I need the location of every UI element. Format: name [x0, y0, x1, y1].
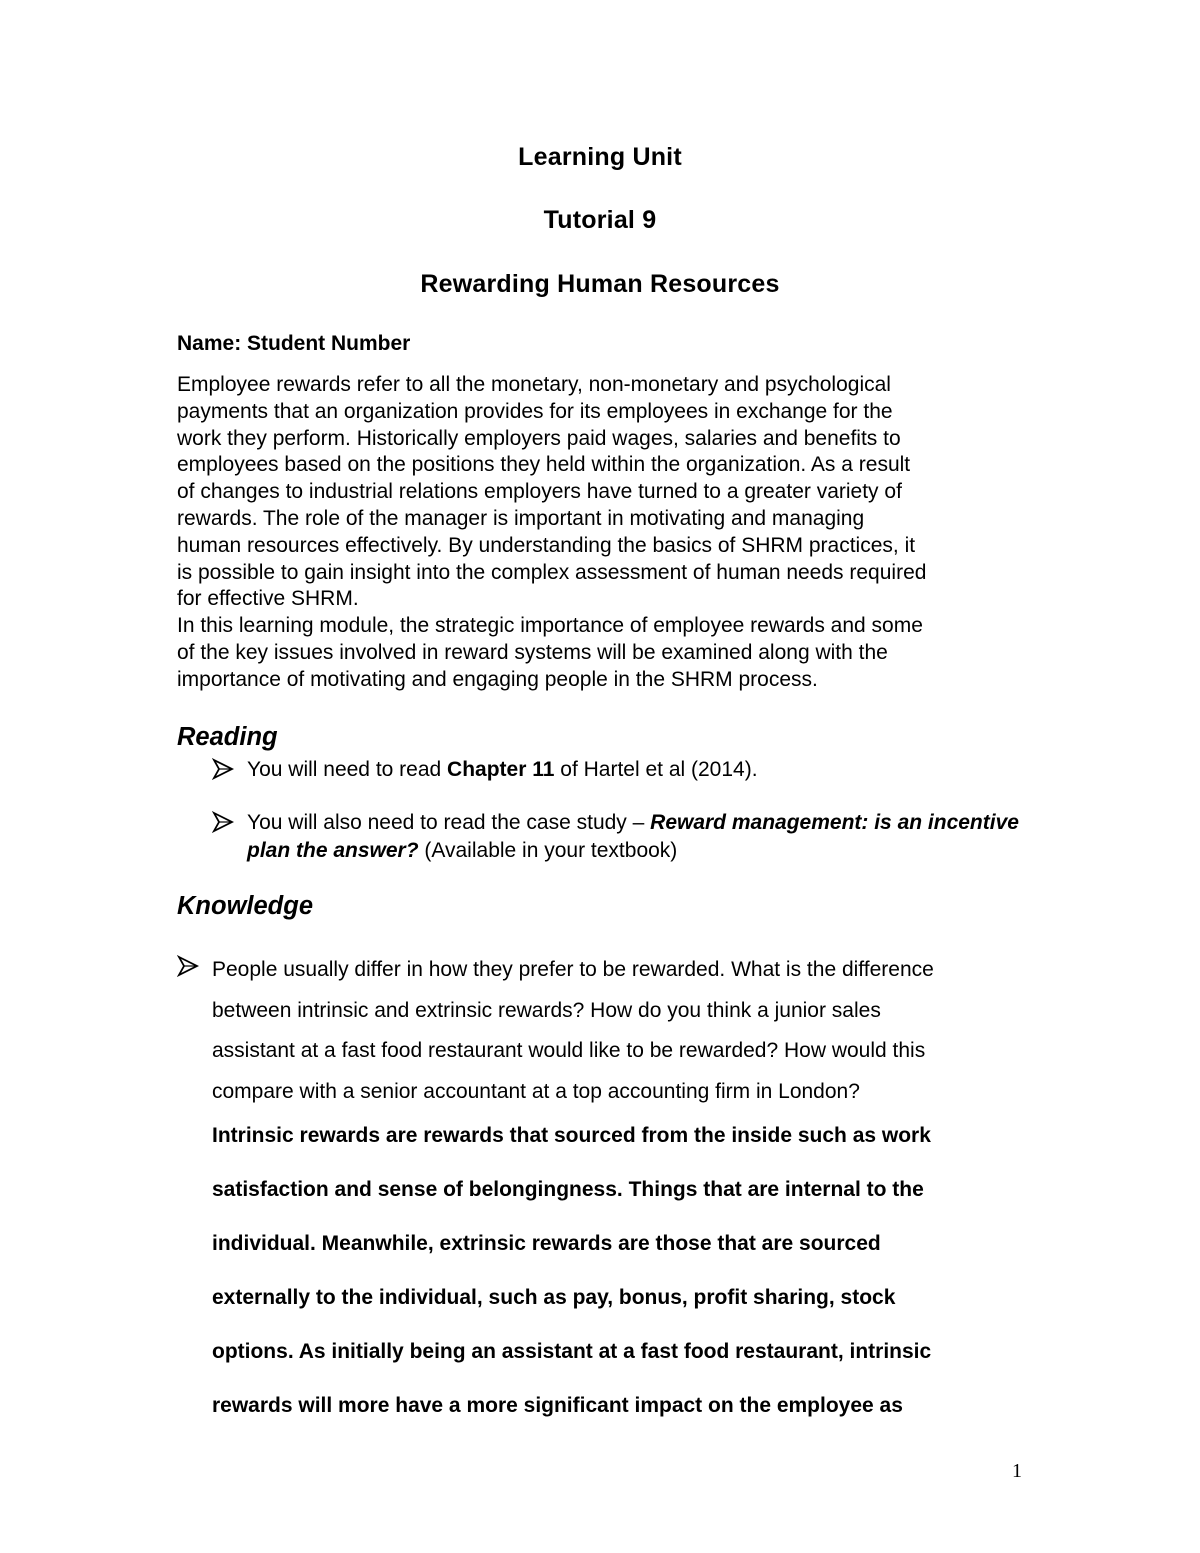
document-subtitle: Rewarding Human Resources: [420, 270, 780, 298]
case-study-title: Reward management: is an incentive plan the answer?: [247, 811, 1019, 862]
document-title: Learning Unit: [518, 143, 682, 171]
question-line: compare with a senior accountant at a top accounting firm in London?: [212, 1079, 860, 1103]
knowledge-answer: [212, 1109, 1072, 1433]
page-number: 1: [1012, 1460, 1022, 1482]
reading-item-chapter: [247, 756, 758, 784]
answer-line: satisfaction and sense of belongingness. Things that are internal to the: [212, 1178, 924, 1201]
answer-line: rewards will more have a more significant impact on the employee as: [212, 1394, 903, 1417]
intro-line: is possible to gain insight into the complex assessment of human needs required: [177, 560, 927, 584]
intro-line: of the key issues involved in reward systems will be examined along with the: [177, 640, 888, 664]
arrow-bullet-icon: [212, 758, 234, 780]
reading-item-text: You will also need to read the case study –: [247, 811, 651, 834]
intro-line: employees based on the positions they held within the organization. As a result: [177, 453, 911, 477]
knowledge-question: [212, 950, 1052, 1112]
arrow-bullet-icon: [177, 955, 199, 977]
intro-line: Employee rewards refer to all the monetary, non-monetary and psychological: [177, 373, 891, 396]
reading-item-text: You will need to read: [247, 758, 448, 781]
answer-line: options. As initially being an assistant at a fast food restaurant, intrinsic: [212, 1340, 932, 1363]
reading-heading: Reading: [177, 723, 278, 751]
question-line: assistant at a fast food restaurant would like to be rewarded? How would this: [212, 1039, 926, 1062]
chapter-reference: Chapter 11: [447, 758, 555, 781]
knowledge-heading: Knowledge: [177, 892, 314, 920]
intro-line: of changes to industrial relations employers have turned to a greater variety of: [177, 480, 902, 504]
intro-line: for effective SHRM.: [177, 587, 359, 611]
reading-item-text: of Hartel et al (2014).: [554, 758, 758, 781]
reading-item-case-study: [247, 809, 1047, 865]
intro-line: In this learning module, the strategic importance of employee rewards and some: [177, 614, 923, 638]
intro-line: work they perform. Historically employers paid wages, salaries and benefits to: [177, 426, 901, 450]
tutorial-number: Tutorial 9: [543, 206, 657, 234]
intro-paragraph: [177, 372, 1057, 694]
question-line: People usually differ in how they prefer to be rewarded. What is the difference: [212, 958, 934, 981]
intro-line: payments that an organization provides for its employees in exchange for the: [177, 399, 893, 423]
intro-line: importance of motivating and engaging people in the SHRM process.: [177, 667, 818, 691]
intro-line: human resources effectively. By understanding the basics of SHRM practices, it: [177, 533, 916, 557]
arrow-bullet-icon: [212, 811, 234, 833]
intro-line: rewards. The role of the manager is important in motivating and managing: [177, 506, 865, 530]
name-line: Name: Student Number: [177, 332, 411, 355]
answer-line: individual. Meanwhile, extrinsic rewards are those that are sourced: [212, 1232, 881, 1255]
answer-line: externally to the individual, such as pay, bonus, profit sharing, stock: [212, 1286, 896, 1309]
answer-line: Intrinsic rewards are rewards that sourced from the inside such as work: [212, 1124, 931, 1147]
reading-item-text: (Available in your textbook): [418, 839, 678, 862]
question-line: between intrinsic and extrinsic rewards? How do you think a junior sales: [212, 998, 881, 1022]
